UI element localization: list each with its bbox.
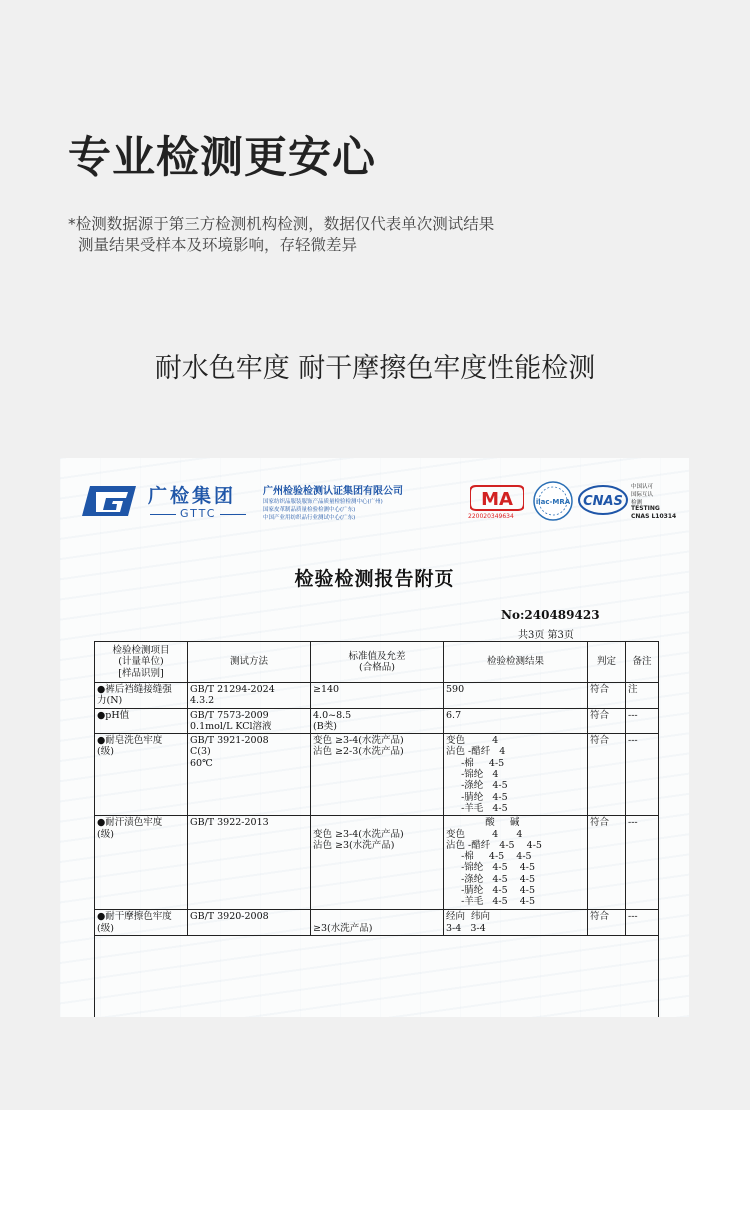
note-line-2: 测量结果受样本及环境影响，存轻微差异 [78, 236, 358, 254]
column-header: 测试方法 [188, 642, 311, 683]
column-header: 检验检测结果 [444, 642, 588, 683]
cnas-logo-icon [578, 484, 628, 516]
table-row [95, 683, 659, 709]
org-line: 国家皮革制品质量检验检测中心(广东) [263, 507, 356, 513]
table-row [95, 734, 659, 816]
gttc-logo-icon [82, 482, 136, 520]
cell-item: ●裤后裆缝接缝强 力(N) [95, 683, 188, 709]
cell-remark: --- [626, 734, 659, 816]
column-header: 判定 [588, 642, 626, 683]
test-report-document [60, 458, 689, 1017]
cell-standard: 变色 ≥3-4(水洗产品) 沾色 ≥2-3(水洗产品) [311, 734, 444, 816]
column-header: 备注 [626, 642, 659, 683]
org-line: 中国产业用纺织品行业测试中心(广东) [263, 515, 356, 521]
cnas-side-text: 国际互认 [631, 492, 654, 498]
cell-judge: 符合 [588, 910, 626, 936]
cell-item: ●耐皂洗色牢度 (级) [95, 734, 188, 816]
cell-method: GB/T 21294-2024 4.3.2 [188, 683, 311, 709]
cell-result: 酸 碱 变色 4 4 沾色 -醋纤 4-5 4-5 -棉 4-5 4-5 -锦纶 4-5 4-5 -涤纶 4-5 4-5 -腈纶 4-5 4-5 -羊毛 4-5 4-5 [444, 816, 588, 910]
cell-result: 6.7 [444, 708, 588, 734]
cell-result: 经向 纬向 3-4 3-4 [444, 910, 588, 936]
cell-method: GB/T 3922-2013 [188, 816, 311, 910]
table-header-row [95, 642, 659, 683]
cell-standard: 变色 ≥3-4(水洗产品) 沾色 ≥3(水洗产品) [311, 816, 444, 910]
cell-item: ●耐汗渍色牢度 (级) [95, 816, 188, 910]
ma-text: MA [481, 489, 513, 510]
table-row [95, 910, 659, 936]
results-table [94, 641, 658, 1017]
cell-item: ●耐干摩擦色牢度 (级) [95, 910, 188, 936]
report-title: 检验检测报告附页 [294, 568, 455, 590]
cell-standard: ≥140 [311, 683, 444, 709]
cell-remark: --- [626, 816, 659, 910]
cell-judge: 符合 [588, 816, 626, 910]
cnas-side-text: CNAS L10314 [631, 513, 677, 520]
cnas-side-text: 中国认可 [631, 484, 654, 490]
cma-mark-icon [470, 484, 524, 512]
cell-judge: 符合 [588, 683, 626, 709]
cnas-text: CNAS [583, 494, 623, 509]
section-subtitle: 耐水色牢度 耐干摩擦色牢度性能检测 [154, 353, 596, 384]
column-header: 标准值及允差 (合格品) [311, 642, 444, 683]
table-row [95, 708, 659, 734]
org-name: 广州检验检测认证集团有限公司 [263, 486, 403, 497]
table-row [95, 816, 659, 910]
cell-method: GB/T 7573-2009 0.1mol/L KCl溶液 [188, 708, 311, 734]
cnas-side-text: TESTING [631, 505, 660, 512]
report-page-info: 共3页 第3页 [518, 630, 574, 641]
cell-standard: 4.0~8.5 (B类) [311, 708, 444, 734]
cell-remark: --- [626, 910, 659, 936]
cell-item: ●pH值 [95, 708, 188, 734]
gttc-logo-en: GTTC [146, 507, 250, 520]
cell-method: GB/T 3921-2008 C(3) 60℃ [188, 734, 311, 816]
page-title: 专业检测更安心 [68, 133, 376, 183]
cell-result: 590 [444, 683, 588, 709]
report-number: No:240489423 [501, 608, 600, 622]
empty-table-row [95, 936, 659, 1017]
ilac-text: ilac-MRA [535, 498, 571, 506]
gttc-logo-text: 广检集团 [148, 485, 237, 507]
cell-result: 变色 4 沾色 -醋纤 4 -棉 4-5 -锦纶 4 -涤纶 4-5 -腈纶 4-5 -羊毛 4-5 [444, 734, 588, 816]
empty-cell [95, 936, 659, 1017]
cell-judge: 符合 [588, 708, 626, 734]
org-line: 国家纺织品服装服饰产品质量检验检测中心(广州) [263, 499, 383, 505]
cell-remark: 注 [626, 683, 659, 709]
cell-judge: 符合 [588, 734, 626, 816]
ma-number: 220020349634 [468, 513, 514, 520]
cell-method: GB/T 3920-2008 [188, 910, 311, 936]
cnas-side-text: 检测 [631, 500, 643, 506]
cell-standard: ≥3(水洗产品) [311, 910, 444, 936]
cell-remark: --- [626, 708, 659, 734]
ilac-mra-icon [532, 480, 574, 522]
column-header: 检验检测项目 (计量单位) [样品识别] [95, 642, 188, 683]
note-line-1: *检测数据源于第三方检测机构检测，数据仅代表单次测试结果 [68, 215, 495, 233]
disclaimer-note [68, 214, 494, 256]
